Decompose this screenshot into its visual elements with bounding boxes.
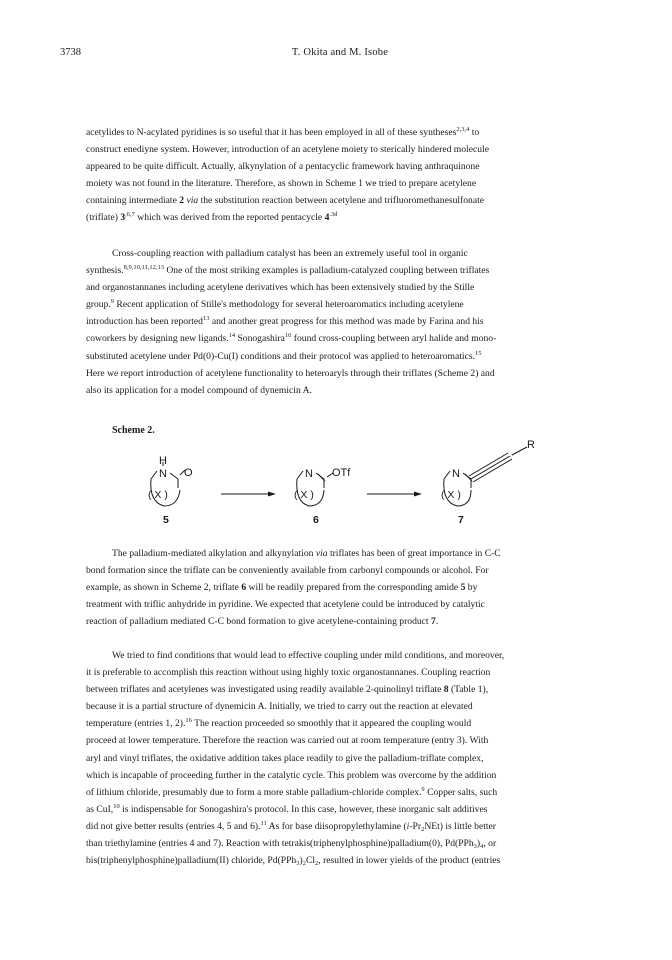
text-line: The palladium-mediated alkylation and alkynylation via triflates has been of great importance in C-C	[112, 548, 501, 559]
paragraph-4	[86, 647, 586, 869]
compound-5-h-atom: H	[159, 455, 167, 467]
text-line: moiety was not found in the literature. Therefore, as shown in Scheme 1 we tried to prepare acetylene	[86, 178, 477, 190]
text-line: synthesis.$^{8,9,10,11,12,13}$ One of the most striking examples is palladium-catalyzed coupling between triflates	[86, 264, 490, 277]
arrowhead-1	[268, 492, 276, 497]
text-line: bond formation since the triflate can be conveniently available from carbonyl compounds or alcohol. For	[86, 565, 489, 577]
text-line: introduction has been reported$^{13}$ and another great progress for this method was made by Farina and his	[86, 315, 484, 328]
text-line: because it is a partial structure of dynemicin A. Initially, we tried to carry out the reaction at elevated	[86, 701, 473, 713]
compound-6-label: 6	[313, 514, 319, 526]
text-line: Here we report introduction of acetylene functionality to heteroaryls through their triflates (Scheme 2) and	[86, 367, 495, 379]
compound-5-label: 5	[163, 514, 169, 526]
text-line: Cross-coupling reaction with palladium catalyst has been an extremely useful tool in organic	[112, 248, 468, 259]
arrowhead-2	[414, 492, 422, 497]
text-line: treatment with triflic anhydride in pyridine. We expected that acetylene could be introduced by catalytic	[86, 599, 485, 611]
text-line: it is preferable to accomplish this reaction without using highly toxic organostannanes. Coupling reaction	[86, 667, 491, 679]
text-line: aryl and vinyl triflates, the oxidative addition takes place readily to give the palladium-triflate complex,	[86, 752, 484, 764]
text-line: temperature (entries 1, 2).$^{16}$ The reaction proceeded so smoothly that it appeared the coupling would	[86, 717, 472, 730]
text-line: containing intermediate 2 via the substitution reaction between acetylene and trifluoromethanesulfonate	[86, 195, 485, 207]
compound-7-n-atom: N	[452, 468, 460, 480]
compound-5-o-atom: O	[184, 467, 193, 479]
paragraph-3	[86, 545, 586, 630]
text-line: substituted acetylene under Pd(0)-Cu(I) conditions and their protocol was applied to heteroaromatics.$^{15}$	[86, 349, 482, 362]
text-line: (triflate) $3^{,6,7}$ which was derived from the reported pentacycle $4^{.3d}$	[86, 211, 338, 224]
text-line: appeared to be quite difficult. Actually, alkynylation of a pentacyclic framework having anthraquinone	[86, 161, 480, 173]
compound-7-x-group: ( X )	[441, 489, 461, 501]
running-head-authors: T. Okita and M. Isobe	[291, 47, 389, 58]
text-line: which is incapable of proceeding further in the catalytic cycle. This problem was overcome by the addition	[86, 769, 497, 781]
text-line: of lithium chloride, presumably due to form a more stable palladium-chloride complex.$^9$ Copper salts, such	[86, 785, 498, 798]
text-line: and organostannanes including acetylene derivatives which has been extensively studied by the Stille	[86, 282, 475, 294]
text-line: did not give better results (entries 4, 5 and 6).$^{11}$ As for base diisopropylethylamine $(i-Pr_2NEt)$ is little better	[86, 819, 496, 833]
scheme-title: Scheme 2.	[112, 425, 155, 436]
compound-6-otf-group: OTf	[332, 467, 351, 479]
text-line: as CuI,$^{10}$ is indispensable for Sonogashira's protocol. In this case, however, these inorganic salt additives	[86, 802, 488, 815]
compound-7-label: 7	[458, 514, 464, 526]
text-line: than triethylamine (entries 4 and 7). Reaction with tetrakis(triphenylphosphine)palladium(0), $Pd(PPh_3)_4$, or	[86, 838, 497, 851]
text-line: between triflates and acetylenes was investigated using readily available 2-quinolinyl triflate 8 (Table 1),	[86, 684, 489, 696]
compound-6-x-group: ( X )	[294, 489, 314, 501]
compound-5-x-group: ( X )	[148, 489, 168, 501]
text-line: proceed at lower temperature. Therefore the reaction was carried out at room temperature (entry 3). With	[86, 735, 489, 747]
text-line: example, as shown in Scheme 2, triflate 6 will be readily prepared from the corresponding amide 5 by	[86, 582, 478, 594]
text-line: also its application for a model compound of dynemicin A.	[86, 384, 312, 396]
text-line: acetylides to N-acylated pyridines is so useful that it has been employed in all of these syntheses$^{2,3,4}$ to	[86, 126, 480, 138]
compound-6-n-atom: N	[305, 468, 313, 480]
text-line: group.$^9$ Recent application of Stille's methodology for several heteroaromatics including acetylene	[86, 298, 464, 311]
text-line: bis(triphenylphosphine)palladium(II) chloride, $Pd(PPh_3)_2Cl_2$, resulted in lower yields of the product (entries	[86, 855, 501, 868]
text-line: coworkers by designing new ligands.$^{14}$ Sonogashira$^{10}$ found cross-coupling between aryl halide and mono-	[86, 332, 497, 345]
text-line: reaction of palladium mediated C-C bond formation to give acetylene-containing product 7.	[86, 616, 439, 628]
text-line: We tried to find conditions that would lead to effective coupling under mild conditions, and moreover,	[112, 650, 505, 661]
compound-5-n-atom: N	[159, 468, 167, 480]
text-line: construct enediyne system. However, introduction of an acetylene moiety to sterically hindered molecule	[86, 144, 489, 156]
compound-7-r-group: R	[527, 439, 535, 451]
page-number: 3738	[60, 47, 81, 58]
